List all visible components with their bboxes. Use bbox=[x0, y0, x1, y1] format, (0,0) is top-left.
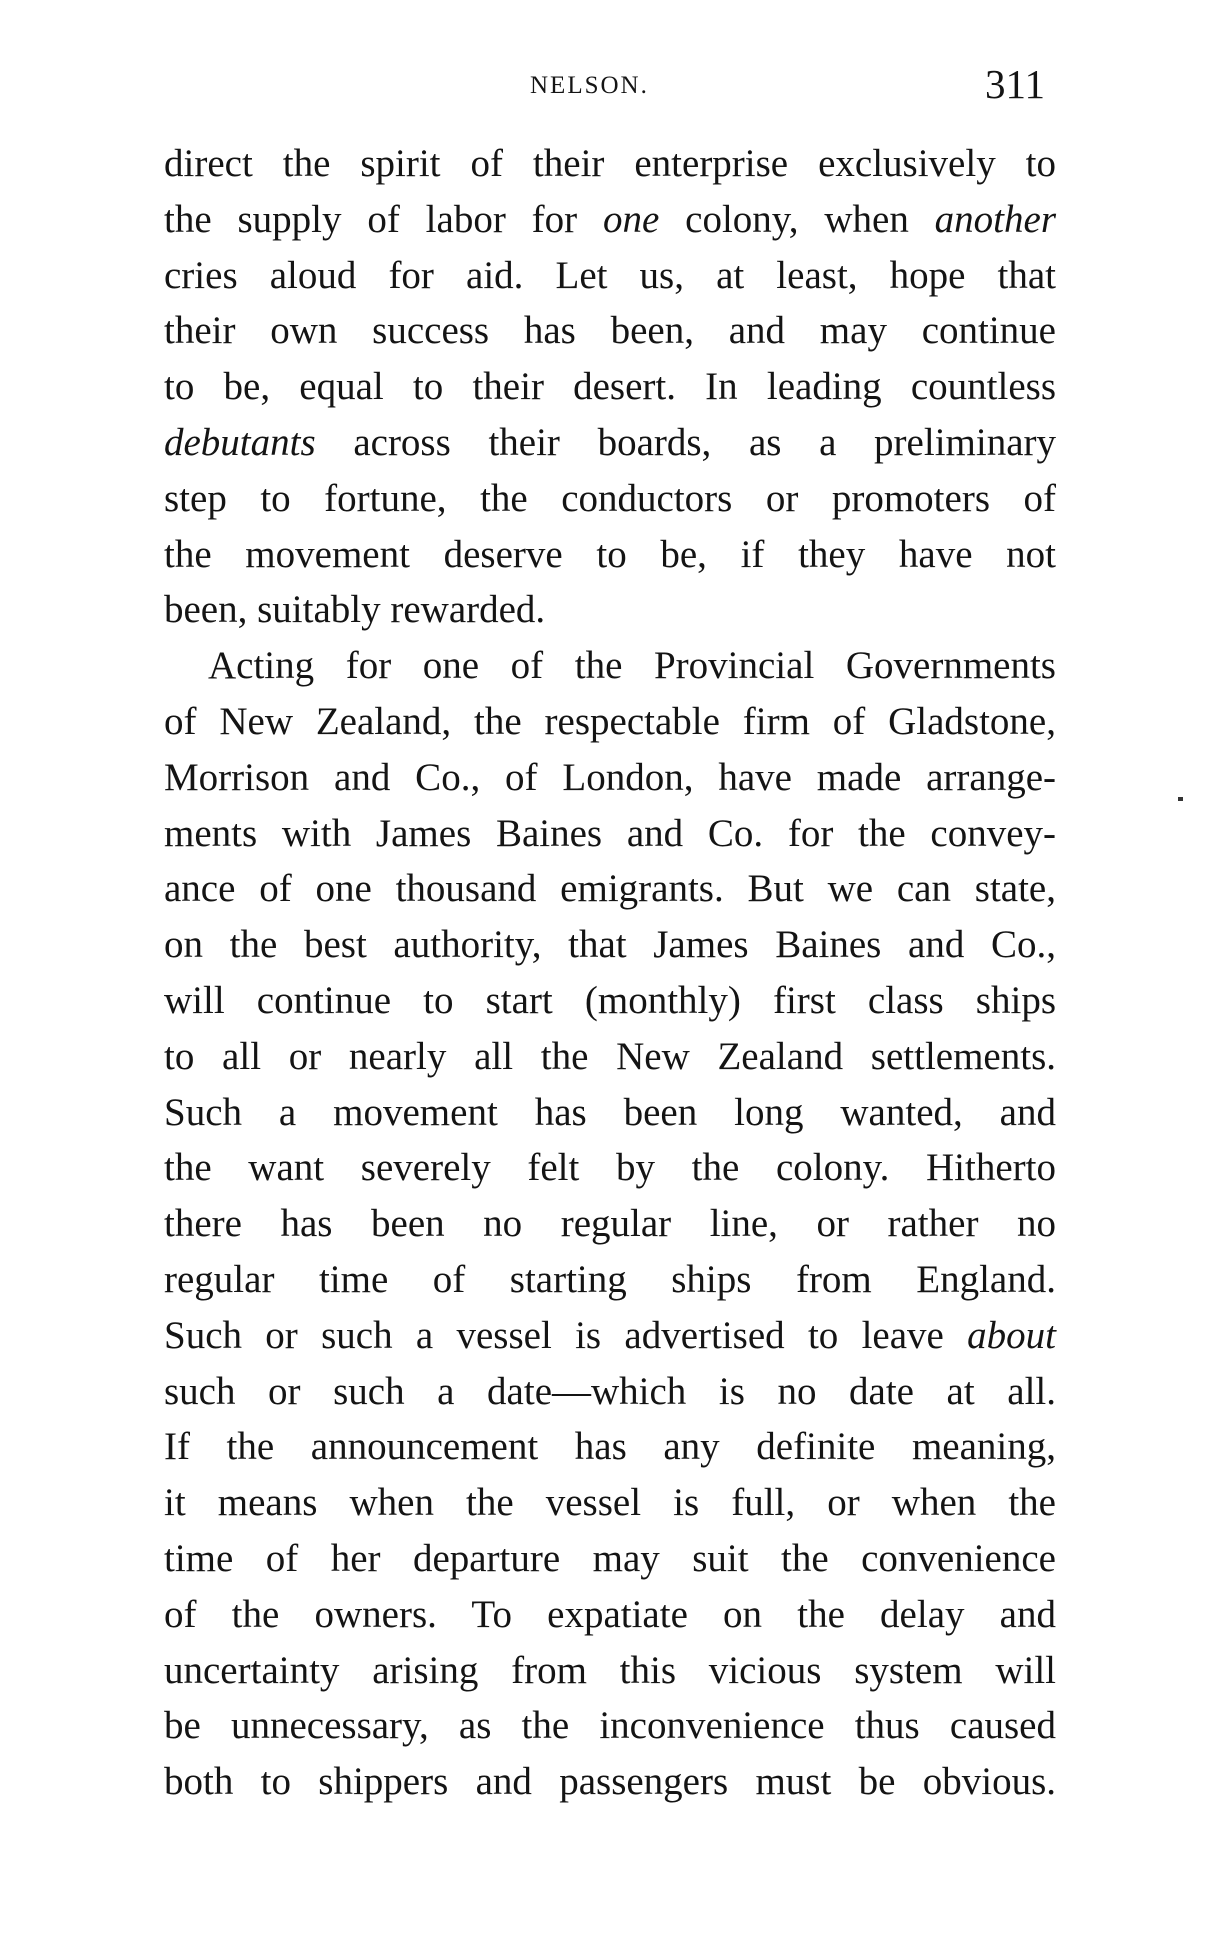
text-line bbox=[164, 861, 1056, 917]
text-line bbox=[164, 582, 1056, 638]
text-segment: uncertainty arising from this vicious system will bbox=[164, 1648, 1056, 1692]
text-line bbox=[164, 694, 1056, 750]
text-line bbox=[164, 1252, 1056, 1308]
text-line bbox=[164, 1140, 1056, 1196]
italic-text: one bbox=[602, 197, 660, 241]
text-segment: If the announcement has any definite meaning, bbox=[164, 1425, 1056, 1469]
text-line bbox=[164, 917, 1056, 973]
text-segment: ments with James Baines and Co. for the convey- bbox=[164, 811, 1056, 855]
text-line bbox=[164, 1531, 1056, 1587]
text-segment: the movement deserve to be, if they have not bbox=[164, 532, 1056, 576]
text-line bbox=[164, 1754, 1056, 1810]
text-segment: Such a movement has been long wanted, and bbox=[164, 1090, 1056, 1134]
text-segment: it means when the vessel is full, or when the bbox=[164, 1481, 1056, 1525]
text-line bbox=[164, 1029, 1056, 1085]
text-line bbox=[164, 1196, 1056, 1252]
text-segment: on the best authority, that James Baines and Co., bbox=[164, 923, 1056, 967]
print-speck bbox=[1178, 797, 1183, 801]
text-segment: Such or such a vessel is advertised to leave bbox=[164, 1313, 968, 1357]
text-segment: their own success has been, and may continue bbox=[164, 309, 1056, 353]
text-segment: Morrison and Co., of London, have made arrange- bbox=[164, 755, 1056, 799]
text-segment: cries aloud for aid. Let us, at least, hope that bbox=[164, 253, 1056, 297]
text-line bbox=[164, 192, 1056, 248]
text-segment: both to shippers and passengers must be obvious. bbox=[164, 1760, 1056, 1804]
text-segment: step to fortune, the conductors or promoters of bbox=[164, 476, 1056, 520]
text-line bbox=[164, 415, 1056, 471]
italic-text: about bbox=[967, 1313, 1056, 1357]
text-line bbox=[164, 1364, 1056, 1420]
text-segment: of the owners. To expatiate on the delay and bbox=[164, 1592, 1056, 1636]
text-line bbox=[164, 303, 1056, 359]
text-segment: across their boards, as a preliminary bbox=[315, 420, 1056, 464]
italic-text: debutants bbox=[164, 420, 316, 464]
text-line bbox=[164, 1643, 1056, 1699]
page-number: 311 bbox=[985, 61, 1045, 107]
text-segment: be unnecessary, as the inconvenience thus caused bbox=[164, 1704, 1056, 1748]
text-segment: of New Zealand, the respectable firm of Gladstone, bbox=[164, 699, 1056, 743]
text-line bbox=[164, 973, 1056, 1029]
text-line bbox=[164, 1475, 1056, 1531]
text-line bbox=[164, 1308, 1056, 1364]
text-line bbox=[164, 1587, 1056, 1643]
body-text bbox=[164, 136, 1056, 1810]
text-segment: ance of one thousand emigrants. But we can state, bbox=[164, 867, 1056, 911]
text-segment: colony, when bbox=[659, 197, 935, 241]
text-line bbox=[164, 1698, 1056, 1754]
text-segment: the want severely felt by the colony. Hitherto bbox=[164, 1146, 1056, 1190]
running-head: NELSON. bbox=[530, 72, 649, 99]
text-segment: regular time of starting ships from England. bbox=[164, 1257, 1056, 1301]
text-segment: direct the spirit of their enterprise exclusively to bbox=[164, 142, 1056, 185]
text-segment: time of her departure may suit the convenience bbox=[164, 1536, 1056, 1580]
italic-text: another bbox=[934, 197, 1056, 241]
text-segment: the supply of labor for bbox=[164, 197, 603, 241]
text-segment: such or such a date—which is no date at all. bbox=[164, 1369, 1056, 1413]
text-segment: Acting for one of the Provincial Governments bbox=[208, 644, 1056, 688]
text-segment: to be, equal to their desert. In leading countless bbox=[164, 365, 1056, 409]
text-line bbox=[164, 359, 1056, 415]
text-line bbox=[164, 1085, 1056, 1141]
text-line bbox=[164, 750, 1056, 806]
text-line bbox=[164, 248, 1056, 304]
text-line bbox=[164, 136, 1056, 192]
text-line bbox=[164, 1419, 1056, 1475]
page-header bbox=[0, 60, 1228, 110]
text-segment: been, suitably rewarded. bbox=[164, 588, 546, 632]
text-line bbox=[164, 638, 1056, 694]
text-line bbox=[164, 527, 1056, 583]
text-line bbox=[164, 471, 1056, 527]
text-segment: to all or nearly all the New Zealand settlements. bbox=[164, 1034, 1056, 1078]
text-segment: will continue to start (monthly) first class ships bbox=[164, 978, 1056, 1022]
text-line bbox=[164, 806, 1056, 862]
text-segment: there has been no regular line, or rather no bbox=[164, 1202, 1056, 1246]
